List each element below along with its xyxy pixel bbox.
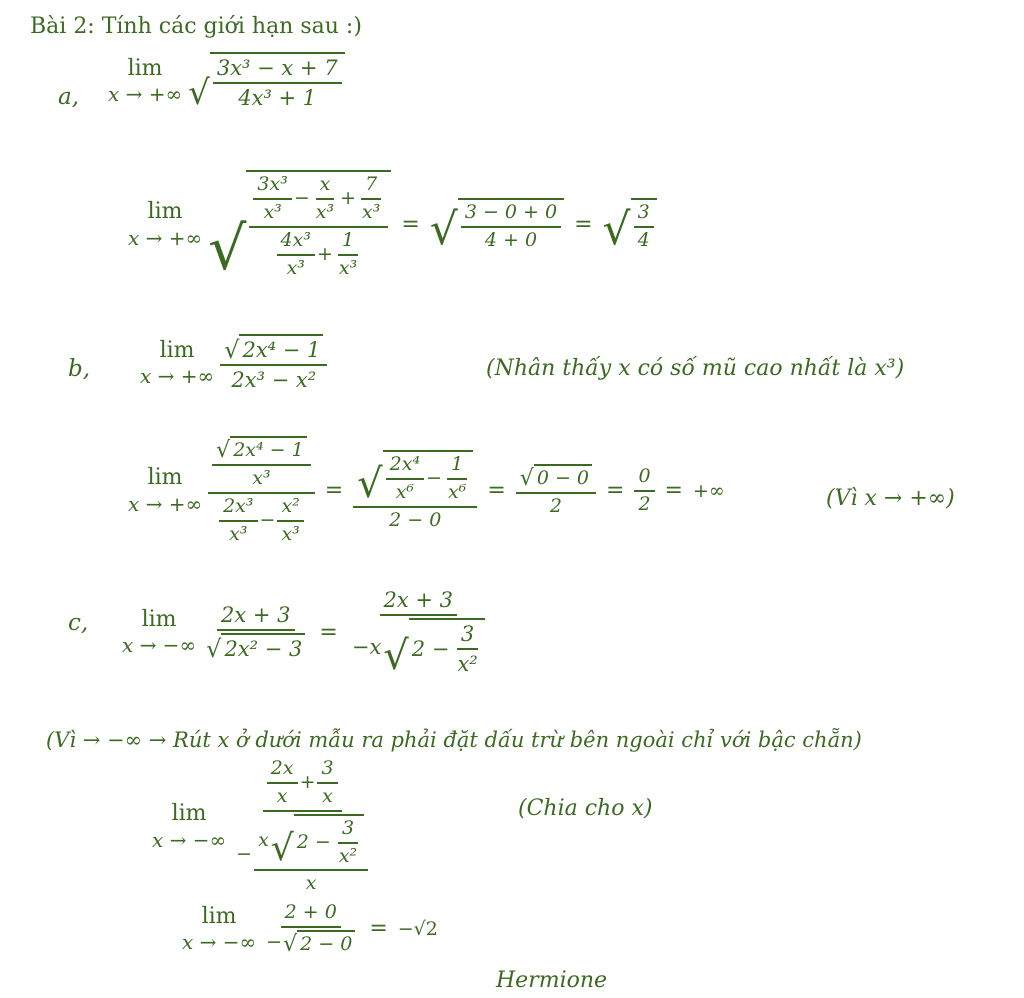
label-b: b, xyxy=(68,356,91,382)
note-c: (Vì → −∞ → Rút x ở dưới mẫu ra phải đặt dấu trừ bên ngoài chỉ với bậc chẵn) xyxy=(46,728,862,752)
exercise-title xyxy=(30,14,362,39)
limit-c3: lim x → −∞ 2 + 0 − √ 2 − 0 = −√2 xyxy=(182,901,438,957)
note-b2: (Vì x → +∞) xyxy=(826,486,955,511)
title-text: Bài 2: Tính các giới hạn sau :) xyxy=(30,14,362,39)
label-c: c, xyxy=(68,610,89,636)
limit-c2: lim x → −∞ $\frac{2x}{x}$ + $\frac{3}{x}$ − x √ 2 − $\frac{3}{\text{x²}}$ x xyxy=(152,758,372,895)
sqrt-a1: √ $\frac{\text{3x³ − x + 7}}{\text{4x³ + 1}}$ xyxy=(188,52,344,110)
note-b: (Nhân thấy x có số mũ cao nhất là x³) xyxy=(486,356,905,381)
limit-a2: lim x → +∞ √ $\frac{\text{3x³}}{\text{x³}}$ − $\frac{x}{\text{x³}}$ + $\frac{7}{\text{x³}}$ $\frac{\text{4x³}}{\text{x³}}$ + $\frac{1}{\text{x³}}$ = √ $\frac{3 - 0 + 0}{4 + 0}$ = √ $\frac{3}{4}$ xyxy=(128,170,657,279)
label-a: a, xyxy=(58,84,80,110)
limit-b2: lim x → +∞ √ 2x⁴ − 1 x³ $\frac{\text{2x³}}{\text{x³}}$ − $\frac{\text{x²}}{\text{x³}}$ = √ $\frac{\text{2x⁴}}{\text{x⁶}}$ − $\frac{1}{\text{x⁶}}$ 2 − 0 = √ 0 − 0 2 = $\frac{0}{2}$ = +∞ xyxy=(128,437,725,545)
note-c2: (Chia cho x) xyxy=(518,796,653,821)
limit-b1: lim x → +∞ √ 2x⁴ − 1 2x³ − x² xyxy=(140,334,327,392)
limit-c1: lim x → −∞ 2x + 3 √ 2x² − 3 = 2x + 3 −x √ 2 − $\frac{3}{\text{x²}}$ xyxy=(122,588,489,676)
signature: Hermione xyxy=(496,968,608,993)
limit-a1 xyxy=(108,52,345,114)
sqrt-a2-big: √ $\frac{\text{3x³}}{\text{x³}}$ − $\frac{x}{\text{x³}}$ + $\frac{7}{\text{x³}}$ $\frac{\text{4x³}}{\text{x³}}$ + $\frac{1}{\text{x³}}$ xyxy=(208,170,391,279)
lim-op: lim x → +∞ xyxy=(108,55,183,107)
